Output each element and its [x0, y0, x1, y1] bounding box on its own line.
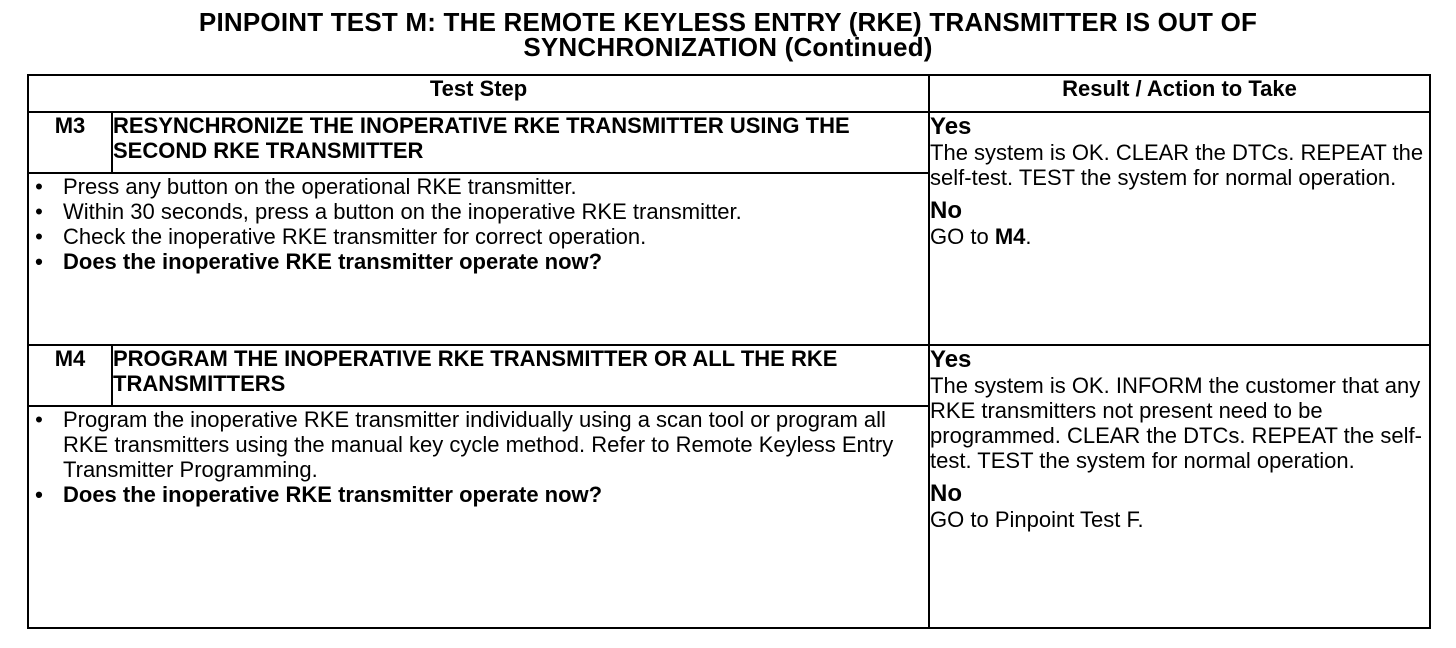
step-m4-bullet-list: [29, 407, 928, 507]
step-m3-no-target: M4: [994, 224, 1026, 249]
pinpoint-test-table: [27, 74, 1431, 629]
step-m4-yes-label: Yes: [930, 346, 972, 373]
step-m4-result: [929, 345, 1430, 628]
step-m3-bullet-3: • Check the inoperative RKE transmitter for correct operation.: [63, 224, 928, 249]
step-m3-title-row: [28, 112, 1430, 173]
step-m3-bullet-2: • Within 30 seconds, press a button on the inoperative RKE transmitter.: [63, 199, 928, 224]
step-m3-body: [28, 173, 929, 345]
title-line-1: PINPOINT TEST M: THE REMOTE KEYLESS ENTRY (RKE) TRANSMITTER IS OUT OF: [198, 7, 1258, 37]
table-header-row: [28, 75, 1430, 112]
step-m3-result: [929, 112, 1430, 345]
step-m4-yes-text: The system is OK. INFORM the customer that any RKE transmitters not present need to be programmed. CLEAR the DTCs. REPEAT the self-test. TEST the system for normal operation.: [930, 373, 1422, 473]
step-m3-no-block: [930, 197, 1429, 249]
step-m3-no-suffix: .: [1025, 224, 1032, 249]
header-result-action: Result / Action to Take: [929, 75, 1430, 112]
step-m4-no-text: GO to Pinpoint Test F.: [930, 507, 1144, 532]
step-m3-title: RESYNCHRONIZE THE INOPERATIVE RKE TRANSMITTER USING THE SECOND RKE TRANSMITTER: [112, 112, 929, 173]
step-m4-yes-block: [930, 346, 1429, 473]
step-m3-yes-text: The system is OK. CLEAR the DTCs. REPEAT the self-test. TEST the system for normal operation.: [930, 140, 1424, 190]
step-m4-no-label: No: [930, 480, 963, 507]
header-test-step: Test Step: [28, 75, 929, 112]
step-m3-bullet-question: • Does the inoperative RKE transmitter operate now?: [63, 249, 928, 274]
step-m4-title-row: [28, 345, 1430, 406]
step-m3-no-label: No: [930, 197, 963, 224]
step-m3-id: M3: [28, 112, 112, 173]
step-m4-body: [28, 406, 929, 628]
step-m4-bullet-question: • Does the inoperative RKE transmitter operate now?: [63, 482, 928, 507]
step-m4-bullet-1: • Program the inoperative RKE transmitter individually using a scan tool or program all RKE transmitters using the manual key cycle method. Refer to Remote Keyless Entry Transmitter Programming.: [63, 407, 928, 482]
step-m3-yes-label: Yes: [930, 113, 972, 140]
step-m3-bullet-1: • Press any button on the operational RKE transmitter.: [63, 174, 928, 199]
step-m4-no-block: [930, 480, 1429, 532]
step-m3-bullet-list: [29, 174, 928, 274]
step-m3-no-text: [930, 224, 1429, 249]
step-m4-title: PROGRAM THE INOPERATIVE RKE TRANSMITTER OR ALL THE RKE TRANSMITTERS: [112, 345, 929, 406]
step-m3-yes-block: [930, 113, 1429, 190]
page-title: [0, 7, 1456, 62]
title-line-2: SYNCHRONIZATION (Continued): [523, 32, 933, 62]
step-m3-no-prefix: GO to: [930, 224, 995, 249]
step-m4-id: M4: [28, 345, 112, 406]
